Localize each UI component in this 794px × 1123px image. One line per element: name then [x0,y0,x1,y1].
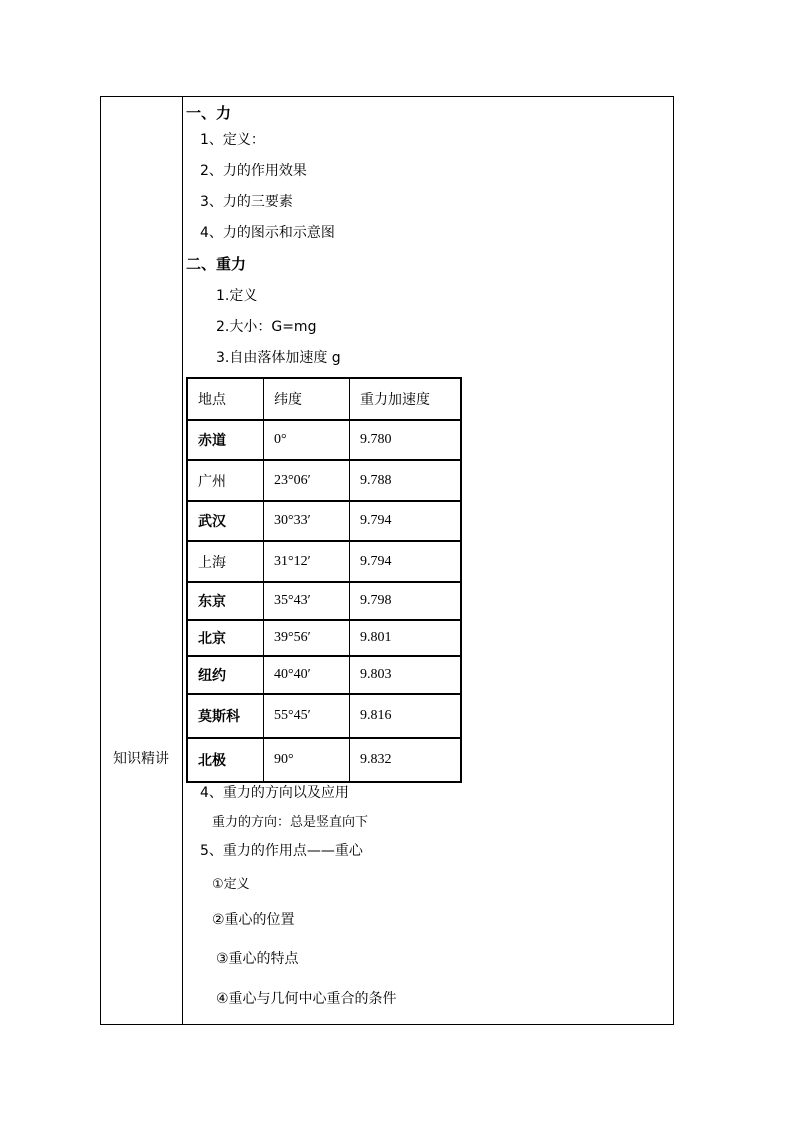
center-of-gravity-sub-1: ①定义 [212,877,250,892]
table-cell-place: 北京 [187,620,264,656]
table-cell-gravity: 9.803 [350,656,462,694]
table-cell-latitude: 23°06′ [264,460,350,501]
table-cell-latitude: 39°56′ [264,620,350,656]
table-row [187,460,461,501]
center-of-gravity-sub-3: ③重心的特点 [216,951,299,967]
table-cell-gravity: 9.798 [350,582,462,620]
section1-item-3: 3、力的三要素 [200,194,293,210]
table-cell-latitude: 55°45′ [264,694,350,738]
column-divider [182,96,183,1025]
section2-item-4: 4、重力的方向以及应用 [200,785,349,801]
table-cell-place: 莫斯科 [187,694,264,738]
table-row [187,420,461,460]
section2-item-5: 5、重力的作用点——重心 [200,843,363,859]
table-row [187,738,461,782]
table-cell-latitude: 0° [264,420,350,460]
table-cell-gravity: 9.794 [350,501,462,541]
table-cell-latitude: 90° [264,738,350,782]
table-cell-latitude: 35°43′ [264,582,350,620]
center-of-gravity-sub-4: ④重心与几何中心重合的条件 [216,991,397,1007]
table-cell-latitude: 30°33′ [264,501,350,541]
section2-title: 二、重力 [186,255,247,273]
table-row [187,582,461,620]
section1-item-4: 4、力的图示和示意图 [200,225,335,241]
table-cell-place: 纽约 [187,656,264,694]
table-cell-place: 武汉 [187,501,264,541]
table-cell-place: 东京 [187,582,264,620]
table-cell-latitude: 31°12′ [264,541,350,582]
table-header-cell: 地点 [187,378,264,420]
table-cell-gravity: 9.816 [350,694,462,738]
table-header-cell: 纬度 [264,378,350,420]
table-cell-place: 上海 [187,541,264,582]
gravity-direction-text: 重力的方向：总是竖直向下 [212,815,369,830]
table-cell-gravity: 9.832 [350,738,462,782]
table-row [187,620,461,656]
gravity-acceleration-table [186,377,462,783]
section2-item-3: 3.自由落体加速度 g [216,350,341,366]
table-cell-place: 北极 [187,738,264,782]
section1-item-2: 2、力的作用效果 [200,163,307,179]
section1-item-1: 1、定义： [200,132,265,148]
section1-title: 一、力 [186,104,232,122]
table-cell-place: 赤道 [187,420,264,460]
table-header-row [187,378,461,420]
table-cell-latitude: 40°40′ [264,656,350,694]
table-cell-gravity: 9.801 [350,620,462,656]
table-cell-place: 广州 [187,460,264,501]
table-cell-gravity: 9.788 [350,460,462,501]
side-label: 知识精讲 [113,751,169,767]
table-header-cell: 重力加速度 [350,378,462,420]
table-cell-gravity: 9.780 [350,420,462,460]
table-row [187,501,461,541]
section2-item-1: 1.定义 [216,288,258,304]
table-row [187,656,461,694]
center-of-gravity-sub-2: ②重心的位置 [212,912,295,928]
section2-item-2: 2.大小：G=mg [216,319,317,335]
table-row [187,694,461,738]
table-row [187,541,461,582]
table-cell-gravity: 9.794 [350,541,462,582]
